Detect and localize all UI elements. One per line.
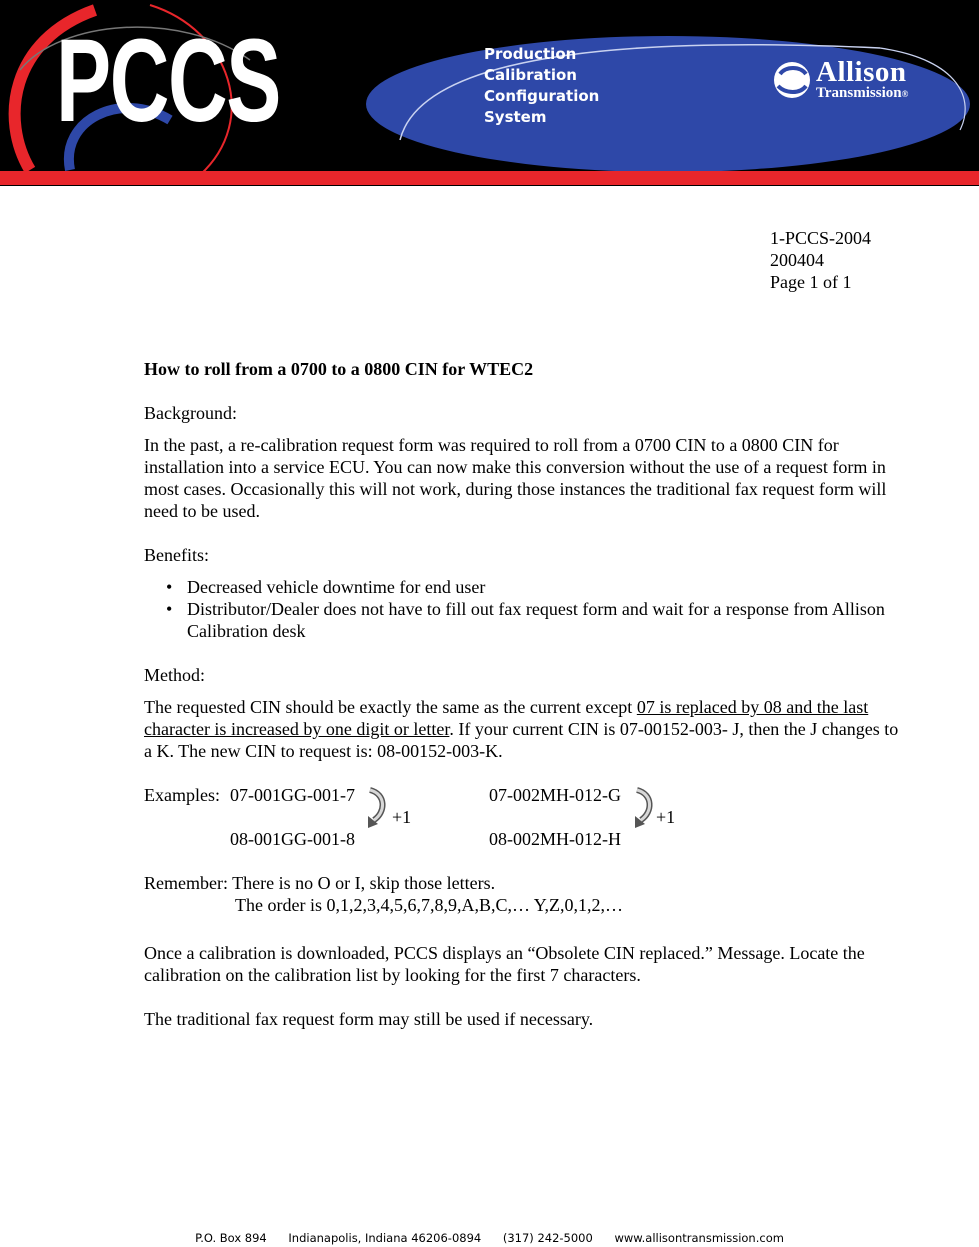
brand-name: Allison	[816, 56, 907, 88]
footer-po-box: P.O. Box 894	[195, 1231, 267, 1245]
document-date: 200404	[770, 250, 824, 270]
method-text	[144, 696, 904, 762]
method-text-start: The requested CIN should be exactly the same as the current except	[144, 697, 637, 717]
method-heading: Method:	[144, 665, 205, 685]
example1-arrow-icon	[366, 786, 388, 830]
remember-line: Remember: There is no O or I, skip those letters.	[144, 873, 496, 893]
closing-note: The traditional fax request form may still be used if necessary.	[144, 1009, 594, 1029]
background-heading: Background:	[144, 403, 237, 423]
brand-sub	[816, 85, 908, 102]
benefits-list	[144, 576, 904, 642]
example1-current-cin: 07-001GG-001-7	[230, 785, 355, 805]
document-title: How to roll from a 0700 to a 0800 CIN for WTEC2	[144, 359, 534, 379]
system-line-production: Production	[484, 45, 577, 63]
example2-new-cin: 08-002MH-012-H	[489, 829, 621, 849]
document-id-block	[770, 227, 871, 293]
letterhead-banner	[0, 0, 979, 186]
letter-order-line: The order is 0,1,2,3,4,5,6,7,8,9,A,B,C,… Y,Z,0,1,2,…	[235, 895, 623, 915]
system-line-configuration: Configuration	[484, 87, 600, 105]
system-name-block	[484, 44, 599, 128]
obsolete-cin-note: Once a calibration is downloaded, PCCS displays an “Obsolete CIN replaced.” Message. Locate the calibration on the calibration list by looking for the first 7 characters.	[144, 943, 865, 985]
document-number: 1-PCCS-2004	[770, 228, 872, 248]
example2-increment: +1	[656, 807, 676, 827]
example2-current-cin: 07-002MH-012-G	[489, 785, 621, 805]
example1-increment: +1	[392, 807, 412, 827]
page-number: Page 1 of 1	[770, 272, 852, 292]
method-rule-underlined: 07 is replaced by 08 and the last character is increased by one digit or letter	[144, 697, 869, 739]
benefits-heading: Benefits:	[144, 545, 209, 565]
letterhead-footer	[0, 1231, 979, 1245]
examples-block	[144, 784, 904, 872]
examples-label: Examples:	[144, 785, 220, 805]
brand-sub-text: Transmission	[816, 85, 902, 101]
footer-city: Indianapolis, Indiana 46206-0894	[288, 1231, 482, 1245]
method-text-end: . If your current CIN is 07-00152-003- J, then the J changes to a K. The new CIN to request is: 08-00152-003-K.	[144, 719, 899, 761]
document-body	[144, 358, 904, 1030]
red-divider-bar	[0, 171, 979, 185]
registered-mark: ®	[901, 89, 909, 99]
footer-website: www.allisontransmission.com	[614, 1231, 784, 1245]
pccs-logo: PCCS	[56, 15, 280, 147]
benefit-item: • Decreased vehicle downtime for end user	[144, 576, 904, 598]
background-text: In the past, a re-calibration request form was required to roll from a 0700 CIN to a 0800 CIN for installation into a service ECU. You can now make this conversion without the use of a request form in most cases. Occasionally this will not work, during those instances the traditional fax request form will need to be used.	[144, 435, 887, 521]
system-line-calibration: Calibration	[484, 66, 577, 84]
system-line-system: System	[484, 108, 547, 126]
example1-new-cin: 08-001GG-001-8	[230, 829, 355, 849]
benefit-item: • Distributor/Dealer does not have to fill out fax request form and wait for a response from Allison Calibration desk	[144, 598, 904, 642]
footer-phone: (317) 242-5000	[502, 1231, 593, 1245]
example2-arrow-icon	[633, 786, 655, 830]
